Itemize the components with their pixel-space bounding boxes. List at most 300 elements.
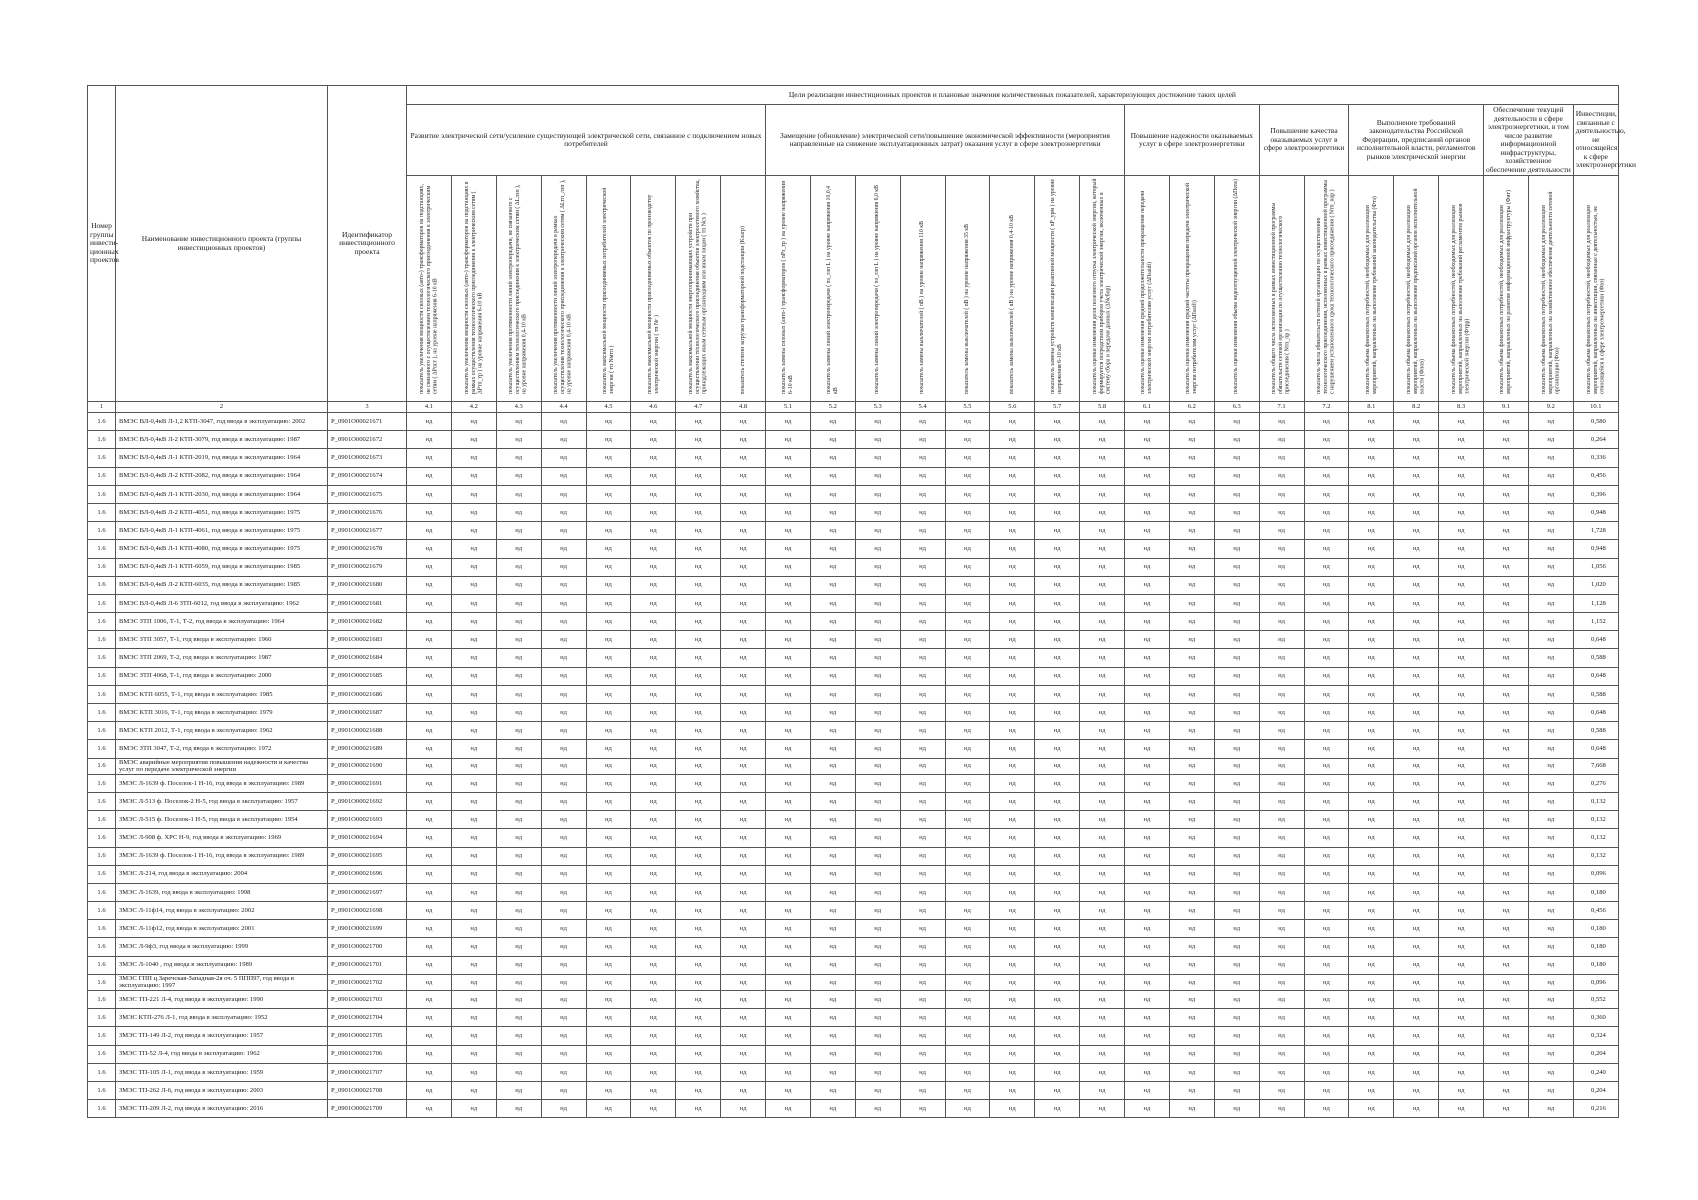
no-data-cell: нд (676, 956, 721, 974)
project-name-cell: ВМЭС ЗТП 4068, Т-1, год ввода в эксплуатацию: 2000 (116, 667, 328, 685)
indicator-label: показатель объема финансовых потребностей, необходимых для реализации мероприятий, направленных на выполнение требований регламентов рынков электрической энергии (Фтрр) (1450, 203, 1471, 394)
project-name-cell: ВМЭС ВЛ-0,4кВ Л-2 КТП-3079, год ввода в эксплуатацию: 1987 (116, 431, 328, 449)
no-data-cell: нд (1394, 938, 1439, 956)
no-data-cell: нд (496, 413, 541, 431)
no-data-cell: нд (810, 449, 855, 467)
no-data-cell: нд (810, 1027, 855, 1045)
indicator-label: показатель увеличения протяженности линий электропередачи в рамках осуществления технологического присоединения к электрическим сетям ( ΔLтп_лэп ), на уровне напряжения 0,4-10 кВ (553, 179, 573, 394)
no-data-cell: нд (721, 1027, 766, 1045)
no-data-cell: нд (900, 467, 945, 485)
no-data-cell: нд (766, 667, 811, 685)
no-data-cell: нд (1035, 774, 1080, 792)
indicator-label: показатель общего числа исполненных в рамках инвестиционной программы обязательств сетевой организации по осуществлению технологического присоединения ( Nтп_пр ) (1271, 202, 1291, 394)
no-data-cell: нд (1080, 631, 1125, 649)
no-data-cell: нд (1214, 540, 1259, 558)
no-data-cell: нд (945, 649, 990, 667)
no-data-cell: нд (1259, 576, 1304, 594)
indicator-label: показатель максимальной мощности присоединяемых потребителей электрической энергии ( тп Nмтп ) (601, 187, 615, 394)
no-data-cell: нд (1125, 991, 1170, 1009)
no-data-cell: нд (855, 956, 900, 974)
no-data-cell: нд (810, 667, 855, 685)
project-id-cell: P_0901O00021706 (328, 1045, 407, 1063)
no-data-cell: нд (990, 449, 1035, 467)
no-data-cell: нд (1394, 1063, 1439, 1081)
no-data-cell: нд (1169, 685, 1214, 703)
header-goals-title: Цели реализации инвестиционных проектов и плановые значения количественных показателей, характеризующих достижение таких целей (407, 86, 1619, 105)
no-data-cell: нд (1394, 594, 1439, 612)
no-data-cell: нд (766, 883, 811, 901)
project-name-cell: ВМЭС ВЛ-0,4кВ Л-2 КТП-4051, год ввода в эксплуатацию: 1975 (116, 503, 328, 521)
no-data-cell: нд (1304, 540, 1349, 558)
no-data-cell: нд (1169, 920, 1214, 938)
group-number-cell: 1.6 (88, 503, 116, 521)
no-data-cell: нд (1349, 722, 1394, 740)
no-data-cell: нд (586, 503, 631, 521)
no-data-cell: нд (631, 631, 676, 649)
no-data-cell: нд (766, 1081, 811, 1099)
no-data-cell: нд (676, 865, 721, 883)
project-name-cell: ЗМЭС ТП-221 Л-4, год ввода в эксплуатацию: 1990 (116, 991, 328, 1009)
no-data-cell: нд (810, 613, 855, 631)
no-data-cell: нд (1214, 704, 1259, 722)
indicator-label: показатель числа обязательств сетевой организации по осуществлению технологического присоединения, исполненных в рамках инвестиционной программы с нарушением установленного срока технологического присоединения ( Nтп_нар ) (1316, 179, 1336, 394)
no-data-cell: нд (1214, 902, 1259, 920)
no-data-cell: нд (407, 740, 452, 758)
project-name-cell: ЗМЭС Л-9ф3, год ввода в эксплуатацию: 1999 (116, 938, 328, 956)
no-data-cell: нд (1349, 522, 1394, 540)
no-data-cell: нд (990, 1027, 1035, 1045)
no-data-cell: нд (1035, 956, 1080, 974)
header-goal-group: Развитие электрической сети/усиление существующей электрической сети, связанное с подключением новых потребителей (407, 105, 766, 176)
no-data-cell: нд (1439, 991, 1484, 1009)
no-data-cell: нд (990, 576, 1035, 594)
no-data-cell: нд (1349, 792, 1394, 810)
no-data-cell: нд (855, 485, 900, 503)
no-data-cell: нд (900, 649, 945, 667)
no-data-cell: нд (1259, 649, 1304, 667)
table-row (88, 1009, 1619, 1027)
no-data-cell: нд (631, 902, 676, 920)
no-data-cell: нд (1484, 467, 1529, 485)
no-data-cell: нд (1080, 774, 1125, 792)
no-data-cell: нд (900, 631, 945, 649)
header-indicator (1573, 176, 1618, 402)
no-data-cell: нд (676, 902, 721, 920)
no-data-cell: нд (1169, 431, 1214, 449)
no-data-cell: нд (451, 991, 496, 1009)
no-data-cell: нд (451, 558, 496, 576)
no-data-cell: нд (1394, 413, 1439, 431)
no-data-cell: нд (1439, 938, 1484, 956)
no-data-cell: нд (407, 811, 452, 829)
no-data-cell: нд (496, 829, 541, 847)
no-data-cell: нд (541, 991, 586, 1009)
no-data-cell: нд (1035, 991, 1080, 1009)
no-data-cell: нд (1439, 847, 1484, 865)
no-data-cell: нд (1484, 576, 1529, 594)
no-data-cell: нд (810, 649, 855, 667)
no-data-cell: нд (1035, 865, 1080, 883)
column-code: 10.1 (1573, 402, 1618, 413)
no-data-cell: нд (1169, 865, 1214, 883)
table-row (88, 449, 1619, 467)
no-data-cell: нд (1484, 540, 1529, 558)
no-data-cell: нд (496, 594, 541, 612)
no-data-cell: нд (451, 792, 496, 810)
no-data-cell: нд (1214, 431, 1259, 449)
no-data-cell: нд (1439, 522, 1484, 540)
no-data-cell: нд (1125, 576, 1170, 594)
no-data-cell: нд (451, 467, 496, 485)
no-data-cell: нд (1484, 974, 1529, 990)
table-row (88, 413, 1619, 431)
no-data-cell: нд (541, 883, 586, 901)
no-data-cell: нд (541, 503, 586, 521)
value-cell: 0,240 (1573, 1063, 1618, 1081)
no-data-cell: нд (1259, 938, 1304, 956)
no-data-cell: нд (1169, 1081, 1214, 1099)
value-cell: 0,264 (1573, 431, 1618, 449)
no-data-cell: нд (1214, 613, 1259, 631)
no-data-cell: нд (1439, 467, 1484, 485)
no-data-cell: нд (407, 829, 452, 847)
no-data-cell: нд (451, 1045, 496, 1063)
column-code: 1 (88, 402, 116, 413)
no-data-cell: нд (1349, 704, 1394, 722)
table-row (88, 667, 1619, 685)
table-row (88, 503, 1619, 521)
no-data-cell: нд (541, 847, 586, 865)
no-data-cell: нд (451, 449, 496, 467)
no-data-cell: нд (855, 467, 900, 485)
no-data-cell: нд (900, 558, 945, 576)
no-data-cell: нд (631, 613, 676, 631)
no-data-cell: нд (407, 1063, 452, 1081)
no-data-cell: нд (1214, 1009, 1259, 1027)
no-data-cell: нд (1439, 449, 1484, 467)
value-cell: 0,648 (1573, 704, 1618, 722)
no-data-cell: нд (721, 829, 766, 847)
project-id-cell: P_0901O00021695 (328, 847, 407, 865)
value-cell: 7,668 (1573, 758, 1618, 774)
no-data-cell: нд (1035, 758, 1080, 774)
no-data-cell: нд (766, 594, 811, 612)
no-data-cell: нд (496, 576, 541, 594)
no-data-cell: нд (586, 974, 631, 990)
no-data-cell: нд (1125, 758, 1170, 774)
no-data-cell: нд (1214, 865, 1259, 883)
no-data-cell: нд (900, 1063, 945, 1081)
no-data-cell: нд (900, 1045, 945, 1063)
no-data-cell: нд (1304, 503, 1349, 521)
value-cell: 0,180 (1573, 920, 1618, 938)
no-data-cell: нд (1349, 740, 1394, 758)
no-data-cell: нд (1528, 1045, 1573, 1063)
no-data-cell: нд (1035, 431, 1080, 449)
no-data-cell: нд (945, 613, 990, 631)
no-data-cell: нд (451, 829, 496, 847)
no-data-cell: нд (1259, 902, 1304, 920)
no-data-cell: нд (721, 558, 766, 576)
no-data-cell: нд (676, 1045, 721, 1063)
header-indicator (1035, 176, 1080, 402)
no-data-cell: нд (990, 649, 1035, 667)
no-data-cell: нд (1259, 467, 1304, 485)
no-data-cell: нд (1035, 811, 1080, 829)
no-data-cell: нд (1304, 449, 1349, 467)
no-data-cell: нд (1080, 920, 1125, 938)
no-data-cell: нд (586, 667, 631, 685)
no-data-cell: нд (900, 413, 945, 431)
no-data-cell: нд (676, 920, 721, 938)
no-data-cell: нд (1528, 485, 1573, 503)
no-data-cell: нд (1125, 503, 1170, 521)
no-data-cell: нд (1349, 631, 1394, 649)
no-data-cell: нд (1484, 740, 1529, 758)
no-data-cell: нд (541, 431, 586, 449)
no-data-cell: нд (945, 1081, 990, 1099)
group-number-cell: 1.6 (88, 1063, 116, 1081)
no-data-cell: нд (1125, 938, 1170, 956)
no-data-cell: нд (676, 740, 721, 758)
no-data-cell: нд (631, 1027, 676, 1045)
no-data-cell: нд (1080, 792, 1125, 810)
no-data-cell: нд (1349, 540, 1394, 558)
no-data-cell: нд (496, 540, 541, 558)
no-data-cell: нд (1349, 956, 1394, 974)
no-data-cell: нд (1304, 811, 1349, 829)
no-data-cell: нд (451, 938, 496, 956)
table-row (88, 847, 1619, 865)
no-data-cell: нд (631, 774, 676, 792)
no-data-cell: нд (810, 631, 855, 649)
group-number-cell: 1.6 (88, 974, 116, 990)
no-data-cell: нд (766, 613, 811, 631)
no-data-cell: нд (1394, 1100, 1439, 1118)
no-data-cell: нд (1439, 540, 1484, 558)
no-data-cell: нд (1349, 938, 1394, 956)
no-data-cell: нд (1528, 704, 1573, 722)
no-data-cell: нд (945, 722, 990, 740)
no-data-cell: нд (810, 594, 855, 612)
no-data-cell: нд (586, 920, 631, 938)
no-data-cell: нд (1394, 522, 1439, 540)
no-data-cell: нд (407, 649, 452, 667)
no-data-cell: нд (496, 704, 541, 722)
no-data-cell: нд (721, 1063, 766, 1081)
no-data-cell: нд (631, 920, 676, 938)
project-name-cell: ЗМЭС ТП-52 Л-4, год ввода в эксплуатацию: 1962 (116, 1045, 328, 1063)
no-data-cell: нд (1259, 991, 1304, 1009)
no-data-cell: нд (1304, 740, 1349, 758)
no-data-cell: нд (407, 431, 452, 449)
project-id-cell: P_0901O00021703 (328, 991, 407, 1009)
header-indicator (945, 176, 990, 402)
no-data-cell: нд (945, 576, 990, 594)
no-data-cell: нд (945, 774, 990, 792)
no-data-cell: нд (496, 938, 541, 956)
column-code: 7.1 (1259, 402, 1304, 413)
no-data-cell: нд (990, 613, 1035, 631)
table-row (88, 811, 1619, 829)
no-data-cell: нд (1080, 1045, 1125, 1063)
no-data-cell: нд (1259, 631, 1304, 649)
no-data-cell: нд (541, 649, 586, 667)
table-row (88, 974, 1619, 990)
no-data-cell: нд (496, 811, 541, 829)
no-data-cell: нд (586, 485, 631, 503)
no-data-cell: нд (451, 503, 496, 521)
value-cell: 0,552 (1573, 991, 1618, 1009)
no-data-cell: нд (1259, 449, 1304, 467)
no-data-cell: нд (631, 431, 676, 449)
no-data-cell: нд (1035, 847, 1080, 865)
project-name-cell: ЗМЭС Л-11ф12, год ввода в эксплуатацию: 2001 (116, 920, 328, 938)
project-name-cell: ЗМЭС Л-11ф14, год ввода в эксплуатацию: 2002 (116, 902, 328, 920)
no-data-cell: нд (1304, 758, 1349, 774)
project-id-cell: P_0901O00021681 (328, 594, 407, 612)
group-number-cell: 1.6 (88, 865, 116, 883)
column-code: 5.4 (900, 402, 945, 413)
value-cell: 0,204 (1573, 1081, 1618, 1099)
no-data-cell: нд (990, 467, 1035, 485)
no-data-cell: нд (451, 540, 496, 558)
no-data-cell: нд (1035, 883, 1080, 901)
no-data-cell: нд (721, 1045, 766, 1063)
no-data-cell: нд (1125, 829, 1170, 847)
no-data-cell: нд (1080, 991, 1125, 1009)
no-data-cell: нд (1349, 558, 1394, 576)
no-data-cell: нд (1125, 1009, 1170, 1027)
no-data-cell: нд (900, 938, 945, 956)
table-row (88, 920, 1619, 938)
group-number-cell: 1.6 (88, 485, 116, 503)
indicator-label: показатель оценки изменения средней частоты прекращения передачи электрической энергии потребителям услуг (ΔПsaifi) (1185, 182, 1198, 394)
value-cell: 1,152 (1573, 613, 1618, 631)
no-data-cell: нд (1304, 649, 1349, 667)
no-data-cell: нд (496, 649, 541, 667)
no-data-cell: нд (451, 667, 496, 685)
no-data-cell: нд (1035, 902, 1080, 920)
header-goal-group: Повышение качества оказываемых услуг в сфере электроэнергетики (1259, 105, 1349, 176)
no-data-cell: нд (631, 540, 676, 558)
column-code: 4.8 (721, 402, 766, 413)
no-data-cell: нд (631, 722, 676, 740)
no-data-cell: нд (855, 1045, 900, 1063)
no-data-cell: нд (451, 576, 496, 594)
no-data-cell: нд (1349, 1009, 1394, 1027)
no-data-cell: нд (541, 974, 586, 990)
header-goal-group: Замещение (обновление) электрической сети/повышение экономической эффективности (мероприятия направленные на снижение эксплуатационных затрат) оказания услуг в сфере электроэнергетики (766, 105, 1125, 176)
no-data-cell: нд (541, 956, 586, 974)
no-data-cell: нд (1439, 902, 1484, 920)
no-data-cell: нд (721, 811, 766, 829)
table-row (88, 902, 1619, 920)
no-data-cell: нд (631, 576, 676, 594)
no-data-cell: нд (766, 1027, 811, 1045)
no-data-cell: нд (496, 758, 541, 774)
no-data-cell: нд (541, 792, 586, 810)
no-data-cell: нд (541, 1063, 586, 1081)
no-data-cell: нд (810, 685, 855, 703)
value-cell: 0,648 (1573, 631, 1618, 649)
project-name-cell: ВМЭС ЗТП 2069, Т-2, год ввода в эксплуатацию: 1987 (116, 649, 328, 667)
no-data-cell: нд (1349, 811, 1394, 829)
no-data-cell: нд (631, 865, 676, 883)
no-data-cell: нд (1080, 540, 1125, 558)
no-data-cell: нд (1125, 920, 1170, 938)
no-data-cell: нд (496, 558, 541, 576)
project-id-cell: P_0901O00021679 (328, 558, 407, 576)
no-data-cell: нд (1080, 667, 1125, 685)
no-data-cell: нд (1349, 1063, 1394, 1081)
no-data-cell: нд (586, 704, 631, 722)
no-data-cell: нд (1259, 1027, 1304, 1045)
project-name-cell: ВМЭС ЗТП 1006, Т-1, Т-2, год ввода в эксплуатацию: 1964 (116, 613, 328, 631)
no-data-cell: нд (1349, 774, 1394, 792)
no-data-cell: нд (1080, 485, 1125, 503)
no-data-cell: нд (721, 467, 766, 485)
project-name-cell: ЗМЭС ТП-149 Л-2, год ввода в эксплуатацию: 1957 (116, 1027, 328, 1045)
no-data-cell: нд (810, 956, 855, 974)
no-data-cell: нд (451, 1063, 496, 1081)
no-data-cell: нд (451, 811, 496, 829)
no-data-cell: нд (1169, 1045, 1214, 1063)
value-cell: 0,456 (1573, 902, 1618, 920)
no-data-cell: нд (1304, 991, 1349, 1009)
no-data-cell: нд (855, 829, 900, 847)
no-data-cell: нд (990, 865, 1035, 883)
no-data-cell: нд (541, 685, 586, 703)
no-data-cell: нд (945, 449, 990, 467)
no-data-cell: нд (1214, 722, 1259, 740)
no-data-cell: нд (855, 1027, 900, 1045)
column-code: 4.6 (631, 402, 676, 413)
no-data-cell: нд (1394, 1045, 1439, 1063)
no-data-cell: нд (1528, 467, 1573, 485)
no-data-cell: нд (631, 467, 676, 485)
no-data-cell: нд (1439, 956, 1484, 974)
no-data-cell: нд (1125, 631, 1170, 649)
no-data-cell: нд (721, 991, 766, 1009)
no-data-cell: нд (1259, 667, 1304, 685)
no-data-cell: нд (855, 1063, 900, 1081)
no-data-cell: нд (721, 649, 766, 667)
no-data-cell: нд (766, 649, 811, 667)
no-data-cell: нд (1394, 883, 1439, 901)
no-data-cell: нд (1528, 649, 1573, 667)
header-indicator (1439, 176, 1484, 402)
no-data-cell: нд (1394, 1027, 1439, 1045)
no-data-cell: нд (1439, 792, 1484, 810)
no-data-cell: нд (766, 631, 811, 649)
project-id-cell: P_0901O00021682 (328, 613, 407, 631)
indicator-label: показатель замены линий электропередачи ( nз_лэп L ) на уровне напряжения 10,0,4 кВ (826, 185, 839, 394)
no-data-cell: нд (1528, 522, 1573, 540)
no-data-cell: нд (721, 431, 766, 449)
no-data-cell: нд (900, 774, 945, 792)
no-data-cell: нд (1259, 829, 1304, 847)
table-row (88, 758, 1619, 774)
no-data-cell: нд (1080, 413, 1125, 431)
no-data-cell: нд (631, 740, 676, 758)
project-name-cell: ВМЭС ВЛ-0,4кВ Л-1 КТП-4061, год ввода в эксплуатацию: 1975 (116, 522, 328, 540)
no-data-cell: нд (1394, 558, 1439, 576)
no-data-cell: нд (810, 540, 855, 558)
no-data-cell: нд (1484, 1027, 1529, 1045)
no-data-cell: нд (676, 631, 721, 649)
value-cell: 0,180 (1573, 883, 1618, 901)
